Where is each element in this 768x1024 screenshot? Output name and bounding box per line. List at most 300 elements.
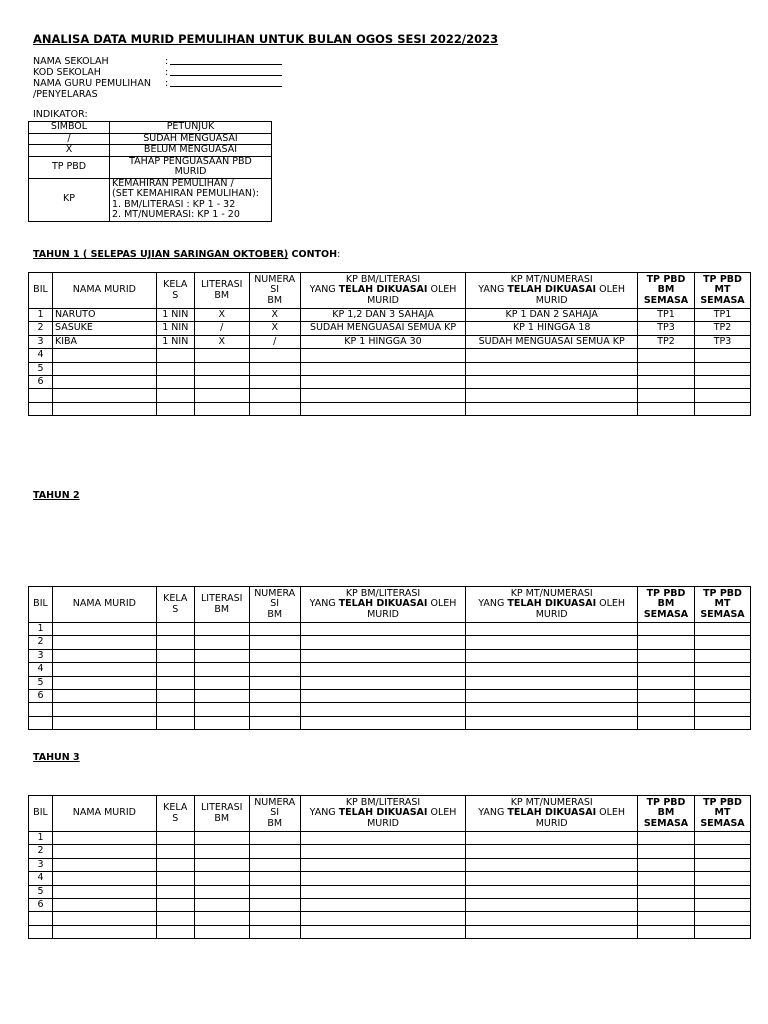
cell-literasi[interactable]: X	[194, 309, 249, 322]
cell-bil[interactable]: 2	[29, 636, 53, 649]
cell-bil[interactable]	[29, 716, 53, 729]
header-text: SEMASA	[643, 608, 689, 620]
cell-tp-mt[interactable]	[694, 636, 750, 649]
cell-kp-mt[interactable]	[466, 349, 638, 362]
header-line	[303, 610, 464, 621]
cell-kp-bm[interactable]	[300, 885, 466, 898]
header-text: TP PBD	[646, 796, 686, 808]
cell-tp-mt[interactable]	[694, 925, 750, 938]
header-text: OLEH	[427, 598, 457, 610]
cell-tp-mt[interactable]	[694, 858, 750, 871]
cell-nama-murid[interactable]	[52, 649, 156, 662]
cell-kp-bm[interactable]	[300, 912, 466, 925]
cell-kp-bm[interactable]	[300, 349, 466, 362]
table-row	[29, 309, 751, 322]
cell-nama-murid[interactable]	[52, 402, 156, 415]
cell-kp-bm[interactable]	[300, 375, 466, 388]
cell-kp-mt[interactable]	[466, 649, 638, 662]
cell-numerasi[interactable]	[249, 716, 300, 729]
cell-tp-mt[interactable]	[694, 389, 750, 402]
info-blank-line[interactable]	[170, 78, 282, 87]
cell-literasi[interactable]	[194, 885, 249, 898]
header-line	[252, 819, 298, 830]
table-row	[29, 872, 751, 885]
cell-literasi[interactable]	[194, 716, 249, 729]
cell-literasi[interactable]	[194, 375, 249, 388]
cell-kp-mt[interactable]	[466, 872, 638, 885]
table-row	[29, 885, 751, 898]
info-sep: :	[165, 78, 169, 89]
cell-kelas[interactable]	[156, 716, 194, 729]
cell-tp-mt[interactable]	[694, 676, 750, 689]
table-row	[29, 375, 751, 388]
cell-tp-bm[interactable]	[638, 375, 695, 388]
cell-literasi[interactable]	[194, 349, 249, 362]
indikator-meaning: TAHAP PENGUASAAN PBD MURID	[110, 156, 272, 178]
header-text: BM	[267, 294, 283, 306]
cell-literasi[interactable]	[194, 623, 249, 636]
cell-tp-bm[interactable]	[638, 636, 695, 649]
cell-tp-bm[interactable]	[638, 832, 695, 845]
header-line	[55, 285, 154, 296]
cell-kp-mt[interactable]	[466, 362, 638, 375]
header-text: BIL	[33, 284, 48, 296]
cell-bil[interactable]: 5	[29, 676, 53, 689]
cell-tp-mt[interactable]	[694, 349, 750, 362]
cell-tp-bm[interactable]	[638, 689, 695, 702]
cell-kp-bm[interactable]	[300, 402, 466, 415]
cell-kelas[interactable]: 1 NIN	[156, 309, 194, 322]
cell-numerasi[interactable]: /	[249, 335, 300, 348]
tahun3-label: TAHUN 3	[33, 752, 80, 763]
header-text: LITERASI	[200, 802, 243, 813]
cell-kelas[interactable]	[156, 623, 194, 636]
info-row-kod-sekolah	[33, 67, 282, 78]
cell-numerasi[interactable]	[249, 872, 300, 885]
cell-literasi[interactable]	[194, 389, 249, 402]
cell-tp-mt[interactable]	[694, 845, 750, 858]
header-text: KP MT/NUMERASI	[510, 796, 593, 808]
cell-literasi[interactable]	[194, 676, 249, 689]
cell-nama-murid[interactable]: KIBA	[52, 335, 156, 348]
cell-tp-mt[interactable]	[694, 832, 750, 845]
cell-bil[interactable]	[29, 389, 53, 402]
cell-kp-bm[interactable]	[300, 636, 466, 649]
cell-kelas[interactable]: 1 NIN	[156, 322, 194, 335]
cell-literasi[interactable]	[194, 362, 249, 375]
cell-tp-bm[interactable]	[638, 885, 695, 898]
cell-tp-mt[interactable]	[694, 872, 750, 885]
header-text: SEMASA	[700, 817, 745, 829]
cell-kp-bm[interactable]	[300, 858, 466, 871]
cell-tp-bm[interactable]: TP3	[638, 322, 695, 335]
header-kelas	[156, 273, 194, 309]
cell-kp-bm[interactable]	[300, 925, 466, 938]
cell-tp-bm[interactable]	[638, 716, 695, 729]
kp-line: 2. MT/NUMERASI: KP 1 - 20	[112, 209, 240, 220]
cell-kelas[interactable]	[156, 898, 194, 911]
kp-line: 1. BM/LITERASI : KP 1 - 32	[112, 198, 236, 210]
cell-tp-mt[interactable]	[694, 689, 750, 702]
header-text: OLEH	[596, 807, 626, 819]
cell-tp-bm[interactable]: TP1	[638, 309, 695, 322]
cell-kp-bm[interactable]: SUDAH MENGUASAI SEMUA KP	[300, 322, 466, 335]
cell-tp-bm[interactable]	[638, 845, 695, 858]
cell-literasi[interactable]	[194, 925, 249, 938]
cell-tp-bm[interactable]	[638, 898, 695, 911]
cell-literasi[interactable]	[194, 689, 249, 702]
cell-kelas[interactable]	[156, 703, 194, 716]
cell-kp-bm[interactable]	[300, 703, 466, 716]
cell-kp-mt[interactable]	[466, 832, 638, 845]
cell-bil[interactable]: 2	[29, 322, 53, 335]
cell-nama-murid[interactable]	[52, 375, 156, 388]
cell-kelas[interactable]	[156, 402, 194, 415]
cell-literasi[interactable]	[194, 898, 249, 911]
header-text: YANG	[309, 807, 339, 819]
cell-tp-bm[interactable]	[638, 858, 695, 871]
cell-kelas[interactable]	[156, 649, 194, 662]
cell-literasi[interactable]	[194, 832, 249, 845]
table-row	[29, 689, 751, 702]
header-text: MT	[714, 598, 731, 610]
header-text: NUMERA	[254, 587, 296, 599]
cell-bil[interactable]: 4	[29, 872, 53, 885]
cell-kp-bm[interactable]	[300, 389, 466, 402]
cell-bil[interactable]: 6	[29, 375, 53, 388]
cell-kelas[interactable]	[156, 832, 194, 845]
cell-tp-mt[interactable]	[694, 402, 750, 415]
cell-numerasi[interactable]: X	[249, 322, 300, 335]
tahun2-table	[28, 586, 751, 730]
cell-kp-bm[interactable]	[300, 623, 466, 636]
cell-kp-bm[interactable]	[300, 362, 466, 375]
cell-literasi[interactable]	[194, 703, 249, 716]
header-bil	[29, 273, 53, 309]
cell-tp-mt[interactable]: TP3	[694, 335, 750, 348]
cell-tp-bm[interactable]	[638, 703, 695, 716]
cell-kelas[interactable]	[156, 375, 194, 388]
cell-kelas[interactable]	[156, 676, 194, 689]
cell-nama-murid[interactable]	[52, 832, 156, 845]
cell-kp-mt[interactable]	[466, 898, 638, 911]
cell-kp-mt[interactable]	[466, 858, 638, 871]
header-line	[697, 819, 748, 830]
header-line	[468, 610, 635, 621]
header-text: BM	[657, 807, 675, 819]
cell-numerasi[interactable]	[249, 912, 300, 925]
header-line	[697, 296, 748, 307]
cell-tp-mt[interactable]	[694, 649, 750, 662]
cell-kp-bm[interactable]	[300, 832, 466, 845]
header-tp-pbd-bm	[638, 273, 695, 309]
kp-line: (SET KEMAHIRAN PEMULIHAN):	[112, 188, 259, 199]
cell-tp-mt[interactable]	[694, 623, 750, 636]
cell-kp-mt[interactable]: KP 1 HINGGA 18	[466, 322, 638, 335]
cell-kp-bm[interactable]	[300, 716, 466, 729]
cell-kelas[interactable]	[156, 389, 194, 402]
cell-tp-mt[interactable]	[694, 703, 750, 716]
cell-kp-mt[interactable]	[466, 925, 638, 938]
header-line	[640, 819, 692, 830]
cell-nama-murid[interactable]	[52, 362, 156, 375]
cell-tp-bm[interactable]	[638, 362, 695, 375]
cell-kelas[interactable]	[156, 349, 194, 362]
cell-nama-murid[interactable]	[52, 636, 156, 649]
cell-kp-mt[interactable]: SUDAH MENGUASAI SEMUA KP	[466, 335, 638, 348]
cell-nama-murid[interactable]	[52, 716, 156, 729]
school-info	[33, 56, 282, 100]
cell-kelas[interactable]	[156, 912, 194, 925]
cell-kp-bm[interactable]	[300, 898, 466, 911]
cell-tp-mt[interactable]	[694, 716, 750, 729]
cell-bil[interactable]: 3	[29, 858, 53, 871]
cell-tp-bm[interactable]	[638, 349, 695, 362]
cell-bil[interactable]: 1	[29, 832, 53, 845]
header-text: TP PBD	[703, 587, 742, 599]
indikator-header-row	[29, 122, 272, 134]
cell-kp-mt[interactable]	[466, 623, 638, 636]
header-line	[159, 291, 192, 302]
cell-literasi[interactable]	[194, 663, 249, 676]
cell-kelas[interactable]	[156, 885, 194, 898]
cell-kelas[interactable]	[156, 858, 194, 871]
cell-tp-mt[interactable]: TP2	[694, 322, 750, 335]
cell-bil[interactable]: 1	[29, 623, 53, 636]
table-row	[29, 912, 751, 925]
header-line	[468, 296, 635, 307]
cell-kp-mt[interactable]	[466, 402, 638, 415]
cell-kp-mt[interactable]	[466, 716, 638, 729]
cell-tp-bm[interactable]	[638, 402, 695, 415]
header-kp-bm	[300, 587, 466, 623]
table-row	[29, 623, 751, 636]
cell-kp-mt[interactable]	[466, 845, 638, 858]
cell-kelas[interactable]	[156, 845, 194, 858]
header-text: NUMERA	[254, 273, 296, 285]
cell-tp-bm[interactable]	[638, 676, 695, 689]
cell-numerasi[interactable]	[249, 845, 300, 858]
table-row	[29, 322, 751, 335]
cell-kp-bm[interactable]	[300, 676, 466, 689]
indikator-row-kp	[29, 178, 272, 221]
cell-bil[interactable]: 6	[29, 898, 53, 911]
header-line	[31, 285, 50, 296]
cell-nama-murid[interactable]: SASUKE	[52, 322, 156, 335]
header-nama-murid	[52, 796, 156, 832]
cell-numerasi[interactable]	[249, 623, 300, 636]
header-text: NAMA MURID	[72, 807, 136, 819]
header-line	[55, 808, 154, 819]
cell-numerasi[interactable]	[249, 925, 300, 938]
cell-bil[interactable]: 5	[29, 362, 53, 375]
cell-tp-bm[interactable]	[638, 389, 695, 402]
header-line	[252, 610, 298, 621]
indikator-row	[29, 145, 272, 157]
cell-kelas[interactable]	[156, 925, 194, 938]
header-numerasi	[249, 796, 300, 832]
cell-kp-mt[interactable]: KP 1 DAN 2 SAHAJA	[466, 309, 638, 322]
cell-numerasi[interactable]	[249, 663, 300, 676]
cell-kp-mt[interactable]	[466, 703, 638, 716]
cell-bil[interactable]	[29, 912, 53, 925]
cell-tp-mt[interactable]	[694, 375, 750, 388]
cell-numerasi[interactable]	[249, 375, 300, 388]
header-numerasi	[249, 273, 300, 309]
cell-bil[interactable]: 6	[29, 689, 53, 702]
table-row	[29, 925, 751, 938]
cell-literasi[interactable]: /	[194, 322, 249, 335]
cell-bil[interactable]	[29, 402, 53, 415]
cell-tp-bm[interactable]	[638, 649, 695, 662]
cell-numerasi[interactable]	[249, 389, 300, 402]
cell-literasi[interactable]	[194, 845, 249, 858]
cell-bil[interactable]: 4	[29, 663, 53, 676]
cell-tp-bm[interactable]	[638, 663, 695, 676]
cell-bil[interactable]: 4	[29, 349, 53, 362]
cell-literasi[interactable]	[194, 402, 249, 415]
cell-tp-mt[interactable]	[694, 885, 750, 898]
cell-kp-bm[interactable]	[300, 663, 466, 676]
cell-nama-murid[interactable]	[52, 623, 156, 636]
cell-kp-mt[interactable]	[466, 885, 638, 898]
cell-numerasi[interactable]	[249, 636, 300, 649]
header-text: BM	[267, 817, 283, 829]
cell-kelas[interactable]: 1 NIN	[156, 335, 194, 348]
cell-bil[interactable]: 2	[29, 845, 53, 858]
header-text: TELAH DIKUASAI	[507, 807, 597, 819]
table-row	[29, 402, 751, 415]
cell-numerasi[interactable]	[249, 898, 300, 911]
cell-nama-murid[interactable]	[52, 689, 156, 702]
cell-bil[interactable]	[29, 703, 53, 716]
cell-kp-mt[interactable]	[466, 676, 638, 689]
cell-nama-murid[interactable]	[52, 703, 156, 716]
cell-kp-bm[interactable]	[300, 872, 466, 885]
cell-literasi[interactable]: X	[194, 335, 249, 348]
cell-nama-murid[interactable]	[52, 676, 156, 689]
cell-kelas[interactable]	[156, 872, 194, 885]
header-literasi	[194, 796, 249, 832]
cell-kp-bm[interactable]: KP 1 HINGGA 30	[300, 335, 466, 348]
cell-literasi[interactable]	[194, 912, 249, 925]
header-text: SEMASA	[700, 294, 745, 306]
cell-kp-mt[interactable]	[466, 663, 638, 676]
cell-nama-murid[interactable]	[52, 858, 156, 871]
table-row	[29, 362, 751, 375]
table-row	[29, 663, 751, 676]
cell-nama-murid[interactable]	[52, 845, 156, 858]
indikator-symbol: X	[29, 145, 110, 157]
cell-kp-mt[interactable]	[466, 689, 638, 702]
info-label: NAMA SEKOLAH	[33, 56, 109, 67]
cell-literasi[interactable]	[194, 649, 249, 662]
cell-tp-mt[interactable]: TP1	[694, 309, 750, 322]
cell-numerasi[interactable]	[249, 362, 300, 375]
header-text: OLEH	[427, 284, 457, 296]
header-literasi	[194, 587, 249, 623]
cell-numerasi[interactable]	[249, 676, 300, 689]
cell-numerasi[interactable]	[249, 689, 300, 702]
cell-tp-bm[interactable]	[638, 912, 695, 925]
cell-kp-bm[interactable]	[300, 689, 466, 702]
cell-nama-murid[interactable]	[52, 885, 156, 898]
cell-literasi[interactable]	[194, 858, 249, 871]
cell-numerasi[interactable]	[249, 885, 300, 898]
cell-nama-murid[interactable]	[52, 389, 156, 402]
cell-numerasi[interactable]	[249, 703, 300, 716]
cell-nama-murid[interactable]	[52, 663, 156, 676]
cell-kp-bm[interactable]: KP 1,2 DAN 3 SAHAJA	[300, 309, 466, 322]
cell-tp-mt[interactable]	[694, 663, 750, 676]
cell-bil[interactable]: 3	[29, 649, 53, 662]
header-text: MURID	[367, 817, 399, 829]
cell-bil[interactable]: 5	[29, 885, 53, 898]
cell-nama-murid[interactable]: NARUTO	[52, 309, 156, 322]
cell-nama-murid[interactable]	[52, 925, 156, 938]
cell-nama-murid[interactable]	[52, 898, 156, 911]
cell-kelas[interactable]	[156, 636, 194, 649]
cell-literasi[interactable]	[194, 636, 249, 649]
header-text: KP BM/LITERASI	[345, 273, 421, 285]
cell-numerasi[interactable]	[249, 832, 300, 845]
cell-bil[interactable]: 3	[29, 335, 53, 348]
cell-kelas[interactable]	[156, 663, 194, 676]
header-text: KELA	[163, 802, 188, 813]
cell-numerasi[interactable]	[249, 349, 300, 362]
cell-numerasi[interactable]	[249, 858, 300, 871]
cell-tp-mt[interactable]	[694, 898, 750, 911]
cell-kelas[interactable]	[156, 362, 194, 375]
indikator-symbol: KP	[29, 178, 110, 221]
cell-kelas[interactable]	[156, 689, 194, 702]
cell-numerasi[interactable]: X	[249, 309, 300, 322]
cell-tp-bm[interactable]: TP2	[638, 335, 695, 348]
cell-kp-mt[interactable]	[466, 389, 638, 402]
cell-kp-bm[interactable]	[300, 649, 466, 662]
header-line	[159, 814, 192, 825]
cell-tp-bm[interactable]	[638, 872, 695, 885]
table-row	[29, 389, 751, 402]
info-label: /PENYELARAS	[33, 89, 98, 100]
header-line	[55, 599, 154, 610]
cell-tp-mt[interactable]	[694, 362, 750, 375]
cell-kp-bm[interactable]	[300, 845, 466, 858]
info-blank-line[interactable]	[170, 67, 282, 76]
cell-kp-mt[interactable]	[466, 912, 638, 925]
cell-numerasi[interactable]	[249, 649, 300, 662]
cell-kp-mt[interactable]	[466, 636, 638, 649]
cell-nama-murid[interactable]	[52, 872, 156, 885]
header-text: OLEH	[596, 598, 626, 610]
cell-numerasi[interactable]	[249, 402, 300, 415]
cell-tp-bm[interactable]	[638, 623, 695, 636]
cell-literasi[interactable]	[194, 872, 249, 885]
header-line	[197, 814, 247, 825]
tahun2-label: TAHUN 2	[33, 490, 80, 501]
cell-bil[interactable]: 1	[29, 309, 53, 322]
cell-nama-murid[interactable]	[52, 912, 156, 925]
indikator-header-simbol: SIMBOL	[29, 122, 110, 134]
header-bil	[29, 587, 53, 623]
cell-kp-mt[interactable]	[466, 375, 638, 388]
header-text: NAMA MURID	[72, 598, 136, 610]
cell-tp-mt[interactable]	[694, 912, 750, 925]
cell-nama-murid[interactable]	[52, 349, 156, 362]
cell-bil[interactable]	[29, 925, 53, 938]
info-blank-line[interactable]	[170, 56, 282, 65]
cell-tp-bm[interactable]	[638, 925, 695, 938]
